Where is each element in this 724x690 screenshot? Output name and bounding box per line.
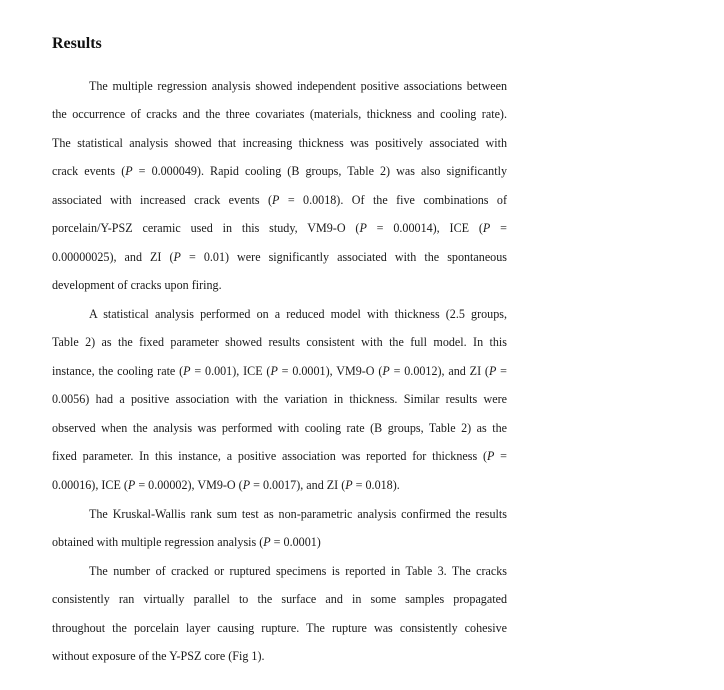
p-value-symbol: P: [127, 478, 136, 492]
paragraph-line: 0.00000025), and ZI (P = 0.01) were significantly associated with the spontaneous: [52, 250, 507, 264]
p-value-symbol: P: [488, 364, 497, 378]
p-value-symbol: P: [125, 164, 133, 178]
paragraph-line: Table 2) as the fixed parameter showed results consistent with the full model. In this: [52, 335, 507, 349]
p-value-symbol: P: [345, 478, 353, 492]
p-value-symbol: P: [183, 364, 191, 378]
paragraph-line: the occurrence of cracks and the three covariates (materials, thickness and cooling rate).: [52, 107, 507, 121]
paragraph-line: The multiple regression analysis showed independent positive associations between: [89, 79, 507, 93]
paragraph-line: porcelain/Y-PSZ ceramic used in this study, VM9-O (P = 0.00014), ICE (P =: [52, 221, 507, 235]
paragraph-line: obtained with multiple regression analysis (P = 0.0001): [52, 535, 321, 549]
p-value-symbol: P: [486, 449, 495, 463]
p-value-symbol: P: [359, 221, 367, 235]
paragraph-line: consistently ran virtually parallel to the surface and in some samples propagated: [52, 592, 507, 606]
paragraph-line: 0.0056) had a positive association with the variation in thickness. Similar results were: [52, 392, 507, 406]
p-value-symbol: P: [242, 478, 251, 492]
p-value-symbol: P: [173, 250, 181, 264]
paragraph-line: throughout the porcelain layer causing rupture. The rupture was consistently cohesive: [52, 621, 507, 635]
paragraph-line: instance, the cooling rate (P = 0.001), ICE (P = 0.0001), VM9-O (P = 0.0012), and ZI (P =: [52, 364, 507, 378]
paragraph-line: crack events (P = 0.000049). Rapid cooling (B groups, Table 2) was also significantly: [52, 164, 507, 178]
paragraph-line: observed when the analysis was performed with cooling rate (B groups, Table 2) as the: [52, 421, 507, 435]
paragraph-line: The statistical analysis showed that increasing thickness was positively associated with: [52, 136, 507, 150]
p-value-symbol: P: [270, 364, 278, 378]
paragraph-line: without exposure of the Y-PSZ core (Fig 1).: [52, 649, 265, 663]
paragraph-line: The number of cracked or ruptured specimens is reported in Table 3. The cracks: [89, 564, 507, 578]
section-heading: Results: [52, 35, 102, 52]
paragraph-line: 0.00016), ICE (P = 0.00002), VM9-O (P = 0.0017), and ZI (P = 0.018).: [52, 478, 400, 492]
paragraph-line: The Kruskal-Wallis rank sum test as non-parametric analysis confirmed the results: [89, 507, 507, 521]
paragraph-line: associated with increased crack events (P = 0.0018). Of the five combinations of: [52, 193, 507, 207]
p-value-symbol: P: [482, 221, 491, 235]
p-value-symbol: P: [272, 193, 280, 207]
p-value-symbol: P: [382, 364, 390, 378]
paragraph-line: A statistical analysis performed on a reduced model with thickness (2.5 groups,: [89, 307, 507, 321]
paragraph-line: development of cracks upon firing.: [52, 278, 222, 292]
p-value-symbol: P: [263, 535, 271, 549]
paragraph-line: fixed parameter. In this instance, a positive association was reported for thickness (P =: [52, 449, 507, 463]
